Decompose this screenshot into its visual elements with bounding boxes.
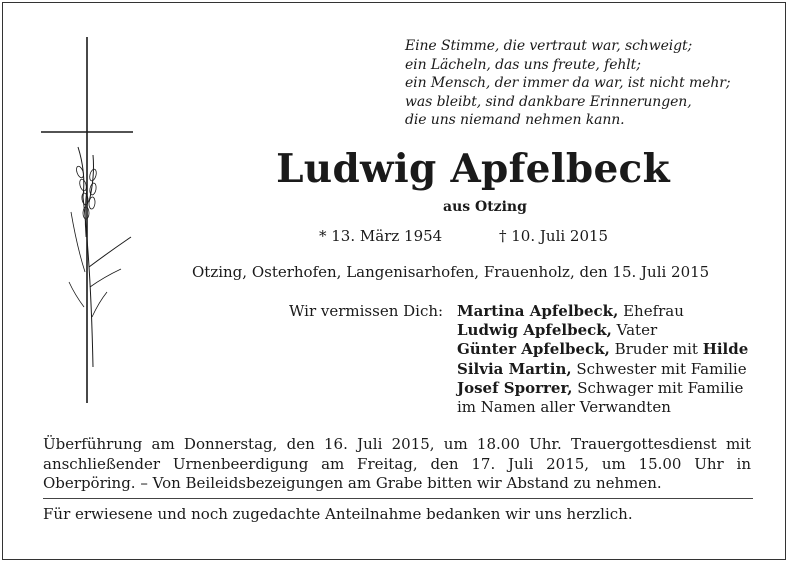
poem-line: ein Lächeln, das uns freute, fehlt; xyxy=(405,56,641,73)
poem-line: was bleibt, sind dankbare Erinnerungen, xyxy=(405,93,692,110)
mourner-relation: Ehefrau xyxy=(618,302,684,320)
thanks-note: Für erwiesene und noch zugedachte Anteilnahme bedanken wir uns herzlich. xyxy=(43,505,633,523)
list-item xyxy=(457,340,748,359)
list-item xyxy=(457,302,748,321)
memorial-poem xyxy=(405,37,730,130)
mourner-name: Martina Apfelbeck, xyxy=(457,302,619,320)
mourner-name: Josef Sporrer, xyxy=(457,378,573,397)
list-item xyxy=(457,321,748,340)
cross-with-wheat-icon xyxy=(39,37,139,407)
mourner-extra-name: Hilde xyxy=(702,340,749,359)
mourner-relation: Bruder mit xyxy=(609,340,703,359)
list-item xyxy=(457,360,748,379)
list-item xyxy=(457,379,748,398)
mourners-list xyxy=(457,302,748,417)
mourner-relation: Schwager mit Familie xyxy=(572,378,744,397)
death-date: † 10. Juli 2015 xyxy=(499,227,609,245)
mourners-closing: im Namen aller Verwandten xyxy=(457,398,671,417)
mourner-relation: Schwester mit Familie xyxy=(571,359,747,378)
deceased-name: Ludwig Apfelbeck xyxy=(276,146,670,192)
funeral-details: Überführung am Donnerstag, den 16. Juli 2015, um 18.00 Uhr. Trauergottesdienst mit anschließender Urnenbeerdigung am Freitag, den 17. Juli 2015, um 15.00 Uhr in Oberpöring. – Von Beileidsbezeigungen am Grabe bitten wir Abstand zu nehmen. xyxy=(43,435,751,492)
birth-date: * 13. März 1954 xyxy=(319,227,443,245)
mourner-name: Günter Apfelbeck, xyxy=(457,340,610,359)
poem-line: Eine Stimme, die vertraut war, schweigt; xyxy=(405,38,693,54)
mourner-relation: Vater xyxy=(611,321,658,340)
deceased-origin: aus Otzing xyxy=(443,199,527,215)
mourner-name: Ludwig Apfelbeck, xyxy=(457,321,612,340)
poem-line: ein Mensch, der immer da war, ist nicht mehr; xyxy=(405,75,731,91)
obituary-card xyxy=(2,2,786,560)
place-and-date: Otzing, Osterhofen, Langenisarhofen, Frauenholz, den 15. Juli 2015 xyxy=(192,263,710,281)
mourners-label: Wir vermissen Dich: xyxy=(289,302,444,320)
poem-line: die uns niemand nehmen kann. xyxy=(405,112,625,128)
divider xyxy=(43,498,753,499)
mourner-name: Silvia Martin, xyxy=(457,359,572,378)
